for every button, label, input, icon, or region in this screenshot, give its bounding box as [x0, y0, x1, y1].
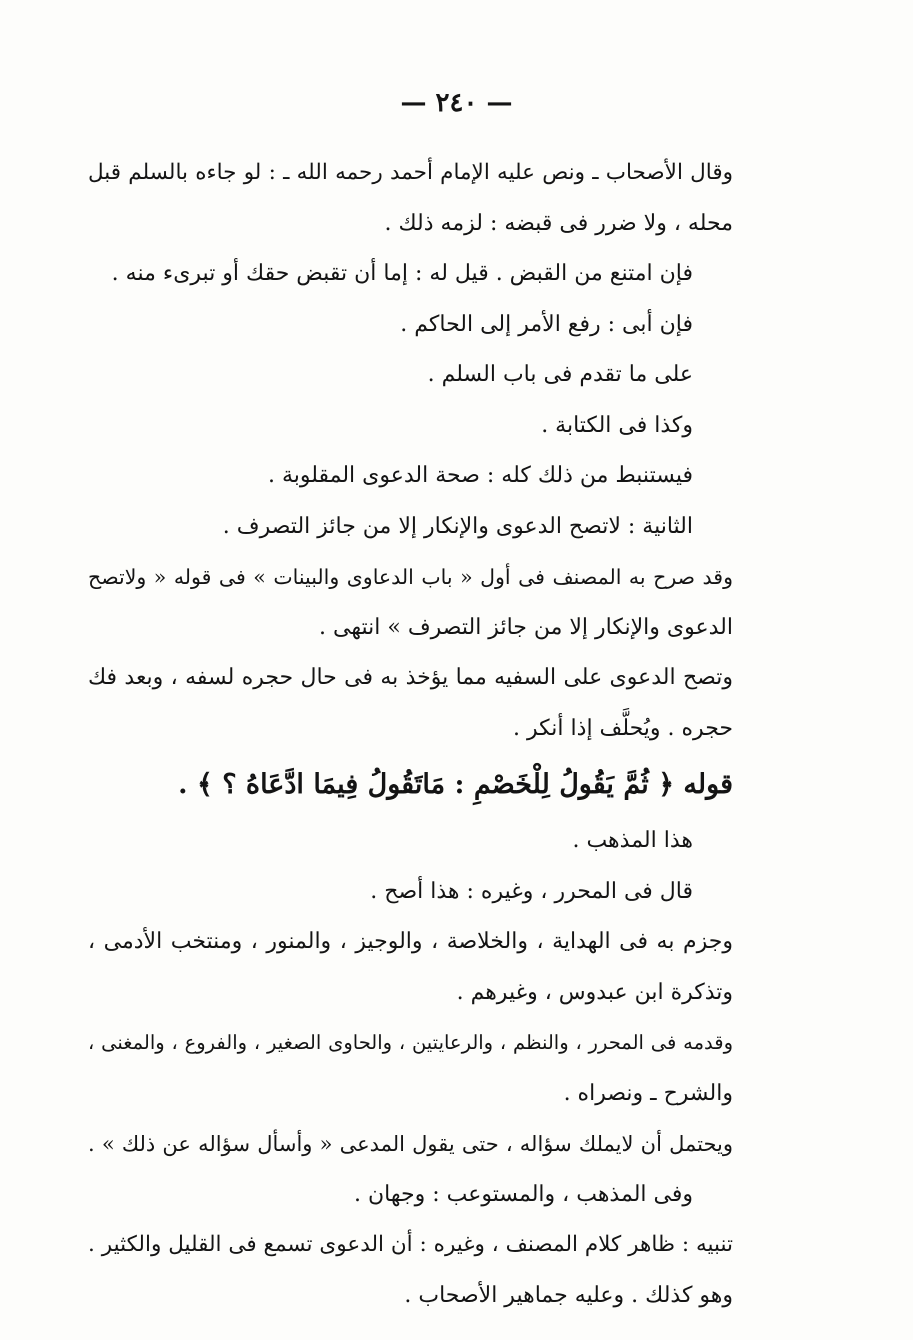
text-line: والشرح ـ ونصراه .: [563, 1080, 733, 1106]
text-line: وقدمه فى المحرر ، والنظم ، والرعايتين ، والحاوى الصغير ، والفروع ، والمغنى ،: [88, 1031, 733, 1054]
text-line: محله ، ولا ضرر فى قبضه : لزمه ذلك .: [384, 210, 733, 236]
text-line: وتصح الدعوى على السفيه مما يؤخذ به فى حال حجره لسفه ، وبعد فك: [88, 665, 733, 690]
text-line: فإن أبى : رفع الأمر إلى الحاكم .: [400, 311, 693, 337]
quran-quote-heading: قوله ﴿ ثُمَّ يَقُولُ لِلْخَصْمِ : مَاتَقُولُ فِيمَا ادَّعَاهُ ؟ ﴾ .: [178, 769, 733, 800]
text-line: وتذكرة ابن عبدوس ، وغيرهم .: [456, 979, 733, 1005]
section-heading-line: الثانية : لاتصح الدعوى والإنكار إلا من جائز التصرف .: [222, 513, 693, 539]
text-line: وكذا فى الكتابة .: [541, 412, 693, 438]
text-line: قال فى المحرر ، وغيره : هذا أصح .: [370, 878, 693, 904]
text-line: الدعوى والإنكار إلا من جائز التصرف » انتهى .: [319, 614, 733, 640]
text-line: على ما تقدم فى باب السلم .: [427, 362, 693, 387]
text-line: وقد صرح به المصنف فى أول « باب الدعاوى والبينات » فى قوله « ولاتصح: [88, 565, 733, 589]
text-line: هذا المذهب .: [572, 828, 693, 853]
text-line: فيستنبط من ذلك كله : صحة الدعوى المقلوبة .: [267, 463, 693, 488]
text-line: تنبيه : ظاهر كلام المصنف ، وغيره : أن الدعوى تسمع فى القليل والكثير .: [88, 1232, 733, 1257]
text-line: ويحتمل أن لايملك سؤاله ، حتى يقول المدعى « وأسأل سؤاله عن ذلك » .: [88, 1132, 733, 1156]
text-line: وقال الأصحاب ـ ونص عليه الإمام أحمد رحمه الله ـ : لو جاءه بالسلم قبل: [88, 160, 733, 185]
text-line: وفى المذهب ، والمستوعب : وجهان .: [354, 1181, 693, 1207]
text-line: وجزم به فى الهداية ، والخلاصة ، والوجيز ، والمنور ، ومنتخب الأدمى ،: [88, 929, 733, 954]
text-line: وهو كذلك . وعليه جماهير الأصحاب .: [404, 1282, 733, 1308]
text-line: حجره . ويُحلَّف إذا أنكر .: [513, 715, 733, 741]
text-line: فإن امتنع من القبض . قيل له : إما أن تقبض حقك أو تبرىء منه .: [111, 261, 693, 286]
page-body: [88, 148, 733, 1321]
page-number: — ٢٤٠ —: [400, 88, 513, 118]
